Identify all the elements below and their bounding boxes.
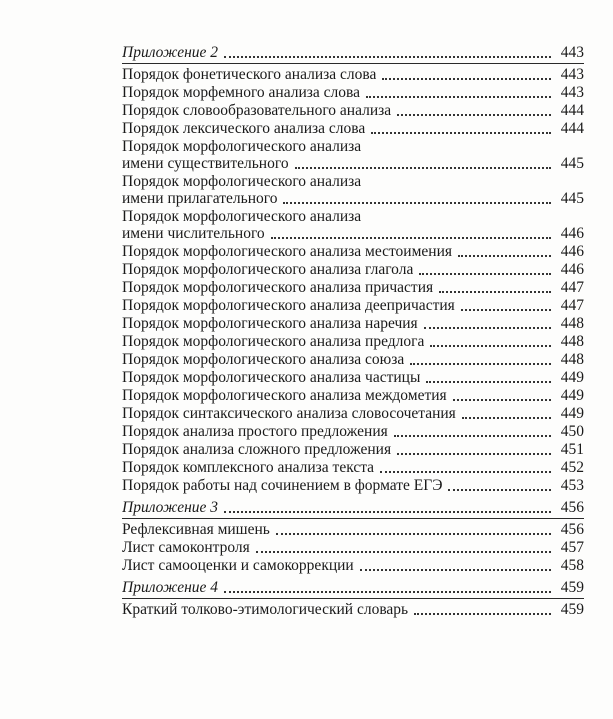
toc-entry-title: Порядок комплексного анализа текста — [122, 459, 375, 476]
toc-dot-leader — [276, 533, 551, 535]
toc-entry-title: Порядок работы над сочинением в формате ЕГЭ — [122, 477, 443, 494]
toc-entry[interactable] — [122, 102, 584, 120]
toc-page-number: 449 — [560, 387, 584, 404]
toc-dot-leader — [462, 417, 551, 419]
toc-dot-leader — [283, 202, 551, 204]
toc-page-number: 444 — [560, 120, 584, 137]
toc-dot-leader — [397, 114, 551, 116]
toc-entry-title: Краткий толково-этимологический словарь — [122, 601, 409, 618]
toc-entry-title-line1: Порядок морфологического анализа — [122, 173, 362, 190]
toc-page-number: 443 — [560, 44, 584, 61]
toc-entry-title: Порядок лексического анализа слова — [122, 120, 366, 137]
toc-page-number: 449 — [560, 405, 584, 422]
toc-page-number: 448 — [560, 315, 584, 332]
toc-entry[interactable] — [122, 243, 584, 261]
toc-dot-leader — [430, 345, 551, 347]
toc-entry-title: Рефлексивная мишень — [122, 521, 270, 538]
toc-page-number: 453 — [560, 477, 584, 494]
toc-page-number: 444 — [560, 102, 584, 119]
toc-page-number: 448 — [560, 333, 584, 350]
toc-page-number: 459 — [560, 579, 584, 596]
toc-page-number: 445 — [560, 190, 584, 207]
toc-entry[interactable] — [122, 225, 584, 243]
toc-dot-leader — [410, 363, 551, 365]
toc-entry-title: Порядок морфологического анализа частицы — [122, 369, 421, 386]
toc-entry-line1[interactable] — [122, 138, 584, 155]
toc-entry[interactable] — [122, 557, 584, 575]
toc-dot-leader — [224, 56, 551, 58]
toc-entry[interactable] — [122, 539, 584, 557]
toc-entry-title: Порядок морфемного анализа слова — [122, 84, 361, 101]
toc-dot-leader — [419, 273, 551, 275]
toc-entry-title: Порядок словообразовательного анализа — [122, 102, 392, 119]
toc-entry[interactable] — [122, 261, 584, 279]
toc-section-appendix-3 — [122, 499, 584, 575]
toc-page-number: 457 — [560, 539, 584, 556]
toc-dot-leader — [224, 591, 551, 593]
toc-heading-rule — [122, 598, 584, 599]
toc-section-heading[interactable] — [122, 44, 584, 62]
toc-dot-leader — [458, 255, 551, 257]
toc-entry[interactable] — [122, 423, 584, 441]
toc-entry-title: Порядок морфологического анализа предлога — [122, 333, 425, 350]
toc-entry-line1[interactable] — [122, 208, 584, 225]
toc-page-number: 445 — [560, 155, 584, 172]
toc-dot-leader — [453, 399, 551, 401]
toc-page-number: 452 — [560, 459, 584, 476]
toc-entry[interactable] — [122, 190, 584, 208]
toc-dot-leader — [271, 237, 551, 239]
toc-entry[interactable] — [122, 369, 584, 387]
toc-dot-leader — [448, 489, 551, 491]
toc-dot-leader — [414, 613, 551, 615]
toc-section-appendix-4 — [122, 579, 584, 619]
toc-dot-leader — [295, 167, 551, 169]
toc-entry[interactable] — [122, 477, 584, 495]
toc-entry-title: Порядок морфологического анализа местоимения — [122, 243, 453, 260]
toc-section-appendix-2 — [122, 44, 584, 495]
toc-entry[interactable] — [122, 66, 584, 84]
table-of-contents — [122, 44, 584, 619]
toc-entry[interactable] — [122, 333, 584, 351]
toc-heading-rule — [122, 63, 584, 64]
toc-page-number: 459 — [560, 601, 584, 618]
toc-entry[interactable] — [122, 601, 584, 619]
toc-dot-leader — [424, 327, 551, 329]
toc-section-heading[interactable] — [122, 579, 584, 597]
toc-heading-rule — [122, 518, 584, 519]
toc-page-number: 450 — [560, 423, 584, 440]
toc-page-number: 443 — [560, 84, 584, 101]
toc-entry-title: Порядок анализа простого предложения — [122, 423, 388, 440]
toc-dot-leader — [371, 132, 551, 134]
toc-entry-title: Порядок морфологического анализа причастия — [122, 279, 434, 296]
toc-dot-leader — [382, 78, 551, 80]
toc-entry-title: Лист самооценки и самокоррекции — [122, 557, 354, 574]
toc-entry[interactable] — [122, 351, 584, 369]
toc-entry[interactable] — [122, 441, 584, 459]
toc-entry-title: Порядок фонетического анализа слова — [122, 66, 377, 83]
toc-page-number: 458 — [560, 557, 584, 574]
toc-page-number: 446 — [560, 261, 584, 278]
toc-dot-leader — [256, 551, 551, 553]
toc-dot-leader — [394, 435, 551, 437]
toc-heading-title: Приложение 4 — [122, 579, 219, 596]
toc-entry[interactable] — [122, 315, 584, 333]
toc-entry[interactable] — [122, 405, 584, 423]
toc-entry-line1[interactable] — [122, 173, 584, 190]
toc-entry-title: Порядок морфологического анализа деепричастия — [122, 297, 455, 314]
toc-entry[interactable] — [122, 155, 584, 173]
toc-entry-title: имени числительного — [122, 225, 265, 242]
toc-page-number: 456 — [560, 499, 584, 516]
toc-entry-title: Порядок морфологического анализа глагола — [122, 261, 414, 278]
toc-entry[interactable] — [122, 521, 584, 539]
toc-page-number: 446 — [560, 243, 584, 260]
toc-entry-title-line1: Порядок морфологического анализа — [122, 138, 362, 155]
toc-section-heading[interactable] — [122, 499, 584, 517]
toc-page-number: 447 — [560, 279, 584, 296]
toc-page-number: 448 — [560, 351, 584, 368]
toc-heading-title: Приложение 2 — [122, 44, 219, 61]
toc-entry-title-line1: Порядок морфологического анализа — [122, 208, 362, 225]
toc-dot-leader — [380, 471, 551, 473]
toc-entry[interactable] — [122, 120, 584, 138]
toc-entry-title: Порядок синтаксического анализа словосочетания — [122, 405, 456, 422]
toc-dot-leader — [426, 381, 551, 383]
toc-entry-title: Порядок морфологического анализа союза — [122, 351, 405, 368]
toc-entry[interactable] — [122, 84, 584, 102]
toc-entry[interactable] — [122, 279, 584, 297]
toc-dot-leader — [224, 511, 551, 513]
toc-entry[interactable] — [122, 387, 584, 405]
toc-entry-title: Порядок морфологического анализа междометия — [122, 387, 447, 404]
toc-entry[interactable] — [122, 297, 584, 315]
toc-entry-title: имени прилагательного — [122, 190, 278, 207]
toc-entry-title: имени существительного — [122, 155, 289, 172]
toc-entry[interactable] — [122, 459, 584, 477]
toc-dot-leader — [397, 453, 551, 455]
toc-dot-leader — [439, 291, 551, 293]
toc-entry-title: Лист самоконтроля — [122, 539, 250, 556]
toc-dot-leader — [461, 309, 551, 311]
toc-page-number: 451 — [560, 441, 584, 458]
toc-page-number: 443 — [560, 66, 584, 83]
toc-page-number: 446 — [560, 225, 584, 242]
toc-page-number: 449 — [560, 369, 584, 386]
toc-dot-leader — [366, 96, 551, 98]
toc-page-number: 447 — [560, 297, 584, 314]
toc-entry-title: Порядок морфологического анализа наречия — [122, 315, 418, 332]
toc-dot-leader — [360, 569, 551, 571]
toc-page-number: 456 — [560, 521, 584, 538]
toc-entry-title: Порядок анализа сложного предложения — [122, 441, 392, 458]
toc-heading-title: Приложение 3 — [122, 499, 219, 516]
